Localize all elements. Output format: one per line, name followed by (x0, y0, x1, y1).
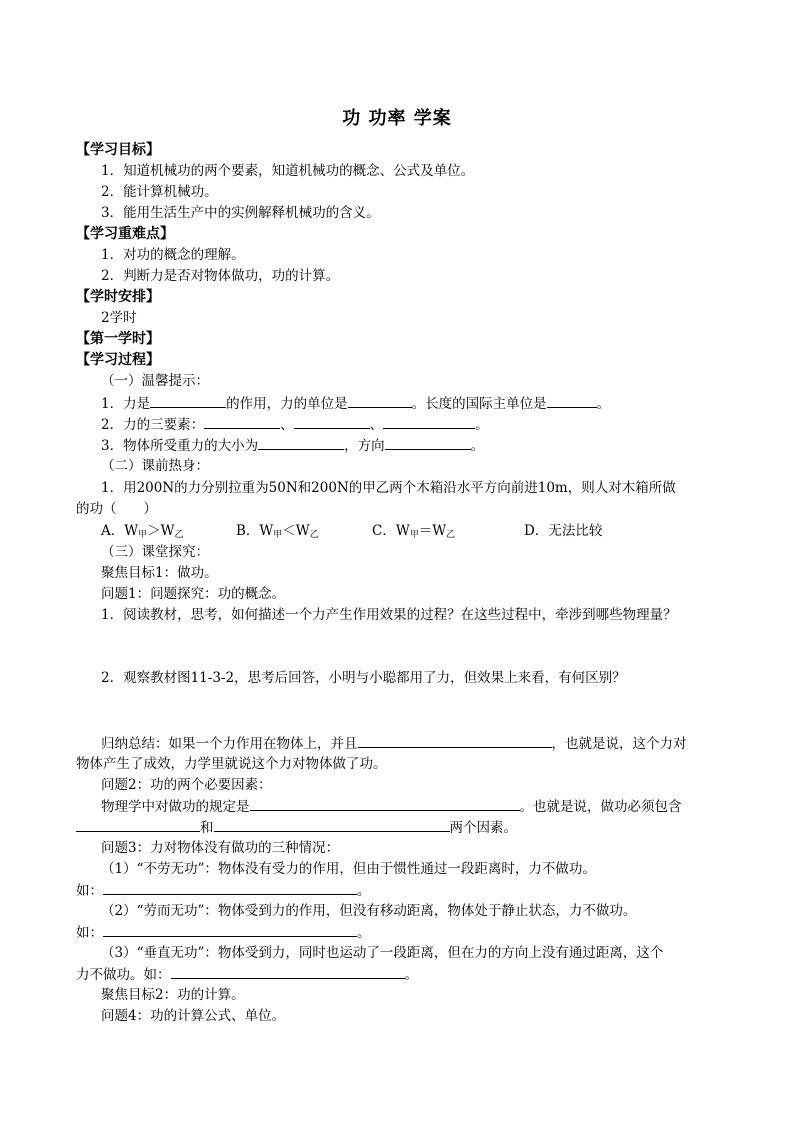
fill-blank[interactable] (385, 435, 471, 450)
part1-question-3: 3．物体所受重力的大小为 ，方向 。 (101, 435, 484, 455)
part2-question-line2: 的功（ ） (76, 501, 157, 517)
part2-question-line1: 1．用200N的力分别拉重为50N和200N的甲乙两个木箱沿水平方向前进10m，则人对木箱所做 (101, 480, 676, 496)
case-1-line-1: （1）“不劳无功”：物体没有受力的作用，但由于惯性通过一段距离时，力不做功。 (101, 861, 596, 877)
fill-blank[interactable] (76, 817, 200, 832)
option-c[interactable]: C．$W_甲=W_乙$ (372, 523, 456, 540)
focus-goal-1: 聚焦目标1：做功。 (101, 565, 218, 581)
case-2-line-1: （2）“劳而无功”：物体受到力的作用，但没有移动距离，物体处于静止状态，力不做功。 (101, 903, 637, 919)
fill-blank[interactable] (150, 393, 226, 408)
problem-2-line-2: 和 两个因素。 (76, 817, 517, 837)
part3-label: （三）课堂探究： (101, 544, 209, 560)
option-b[interactable]: B．$W_甲<W_乙$ (236, 523, 319, 540)
option-a[interactable]: A．$W_甲>W_乙$ (101, 523, 184, 540)
problem-1-question-2: 2．观察教材图11-3-2，思考后回答，小明与小聪都用了力，但效果上来看，有何区别？ (101, 670, 626, 686)
key-item-1: 1．对功的概念的理解。 (101, 247, 245, 263)
part2-options (101, 521, 602, 541)
goal-item-2: 2．能计算机械功。 (101, 184, 218, 200)
part2-label: （二）课前热身： (101, 458, 209, 474)
case-1-line-2: 如： 。 (76, 880, 371, 900)
part1-question-2: 2．力的三要素： 、 、 。 (101, 414, 489, 434)
focus-goal-2: 聚焦目标2：功的计算。 (101, 987, 245, 1003)
problem-1: 问题1：问题探究：功的概念。 (101, 586, 286, 602)
fill-blank[interactable] (258, 435, 344, 450)
summary-line-2: 物体产生了成效，力学里就说这个力对物体做了功。 (76, 756, 387, 772)
heading-key-points: 【学习重难点】 (76, 226, 174, 242)
fill-blank[interactable] (103, 922, 357, 937)
problem-4: 问题4：功的计算公式、单位。 (101, 1008, 286, 1024)
part1-question-1: 1．力是 的作用，力的单位是 。长度的国际主单位是 。 (101, 393, 610, 413)
fill-blank[interactable] (103, 880, 357, 895)
heading-schedule: 【学时安排】 (76, 289, 160, 305)
case-2-line-2: 如： 。 (76, 922, 371, 942)
problem-2-line-1: 物理学中对做功的规定是 。也就是说，做功必须包含 (101, 796, 682, 816)
option-d[interactable]: D．无法比较 (524, 523, 603, 539)
goal-item-1: 1．知道机械功的两个要素，知道机械功的概念、公式及单位。 (101, 163, 475, 179)
key-item-2: 2．判断力是否对物体做功，功的计算。 (101, 268, 340, 284)
page-title: 功 功率 学案 (342, 108, 452, 129)
heading-first-period: 【第一学时】 (76, 331, 160, 347)
schedule-text: 2学时 (101, 310, 137, 326)
case-3-line-1: （3）“垂直无功”：物体受到力，同时也运动了一段距离，但在力的方向上没有通过距离，这个 (101, 945, 664, 961)
heading-learning-goals: 【学习目标】 (76, 142, 160, 158)
fill-blank[interactable] (214, 817, 450, 832)
fill-blank[interactable] (204, 414, 280, 429)
problem-1-question-1: 1．阅读教材，思考，如何描述一个力产生作用效果的过程？在这些过程中，牵涉到哪些物理量？ (101, 607, 677, 623)
fill-blank[interactable] (171, 964, 405, 979)
fill-blank[interactable] (250, 796, 520, 811)
fill-blank[interactable] (383, 414, 475, 429)
problem-3: 问题3：力对物体没有做功的三种情况： (101, 840, 340, 856)
fill-blank[interactable] (547, 393, 597, 408)
part1-label: （一）温馨提示： (101, 373, 209, 389)
fill-blank[interactable] (358, 733, 552, 748)
goal-item-3: 3．能用生活生产中的实例解释机械功的含义。 (101, 205, 380, 221)
problem-2: 问题2：功的两个必要因素： (101, 777, 272, 793)
summary-line-1: 归纳总结：如果一个力作用在物体上，并且 ，也就是说，这个力对 (101, 733, 687, 753)
fill-blank[interactable] (348, 393, 412, 408)
case-3-line-2: 力不做功。如： 。 (76, 964, 418, 984)
fill-blank[interactable] (294, 414, 370, 429)
heading-learning-process: 【学习过程】 (76, 352, 160, 368)
